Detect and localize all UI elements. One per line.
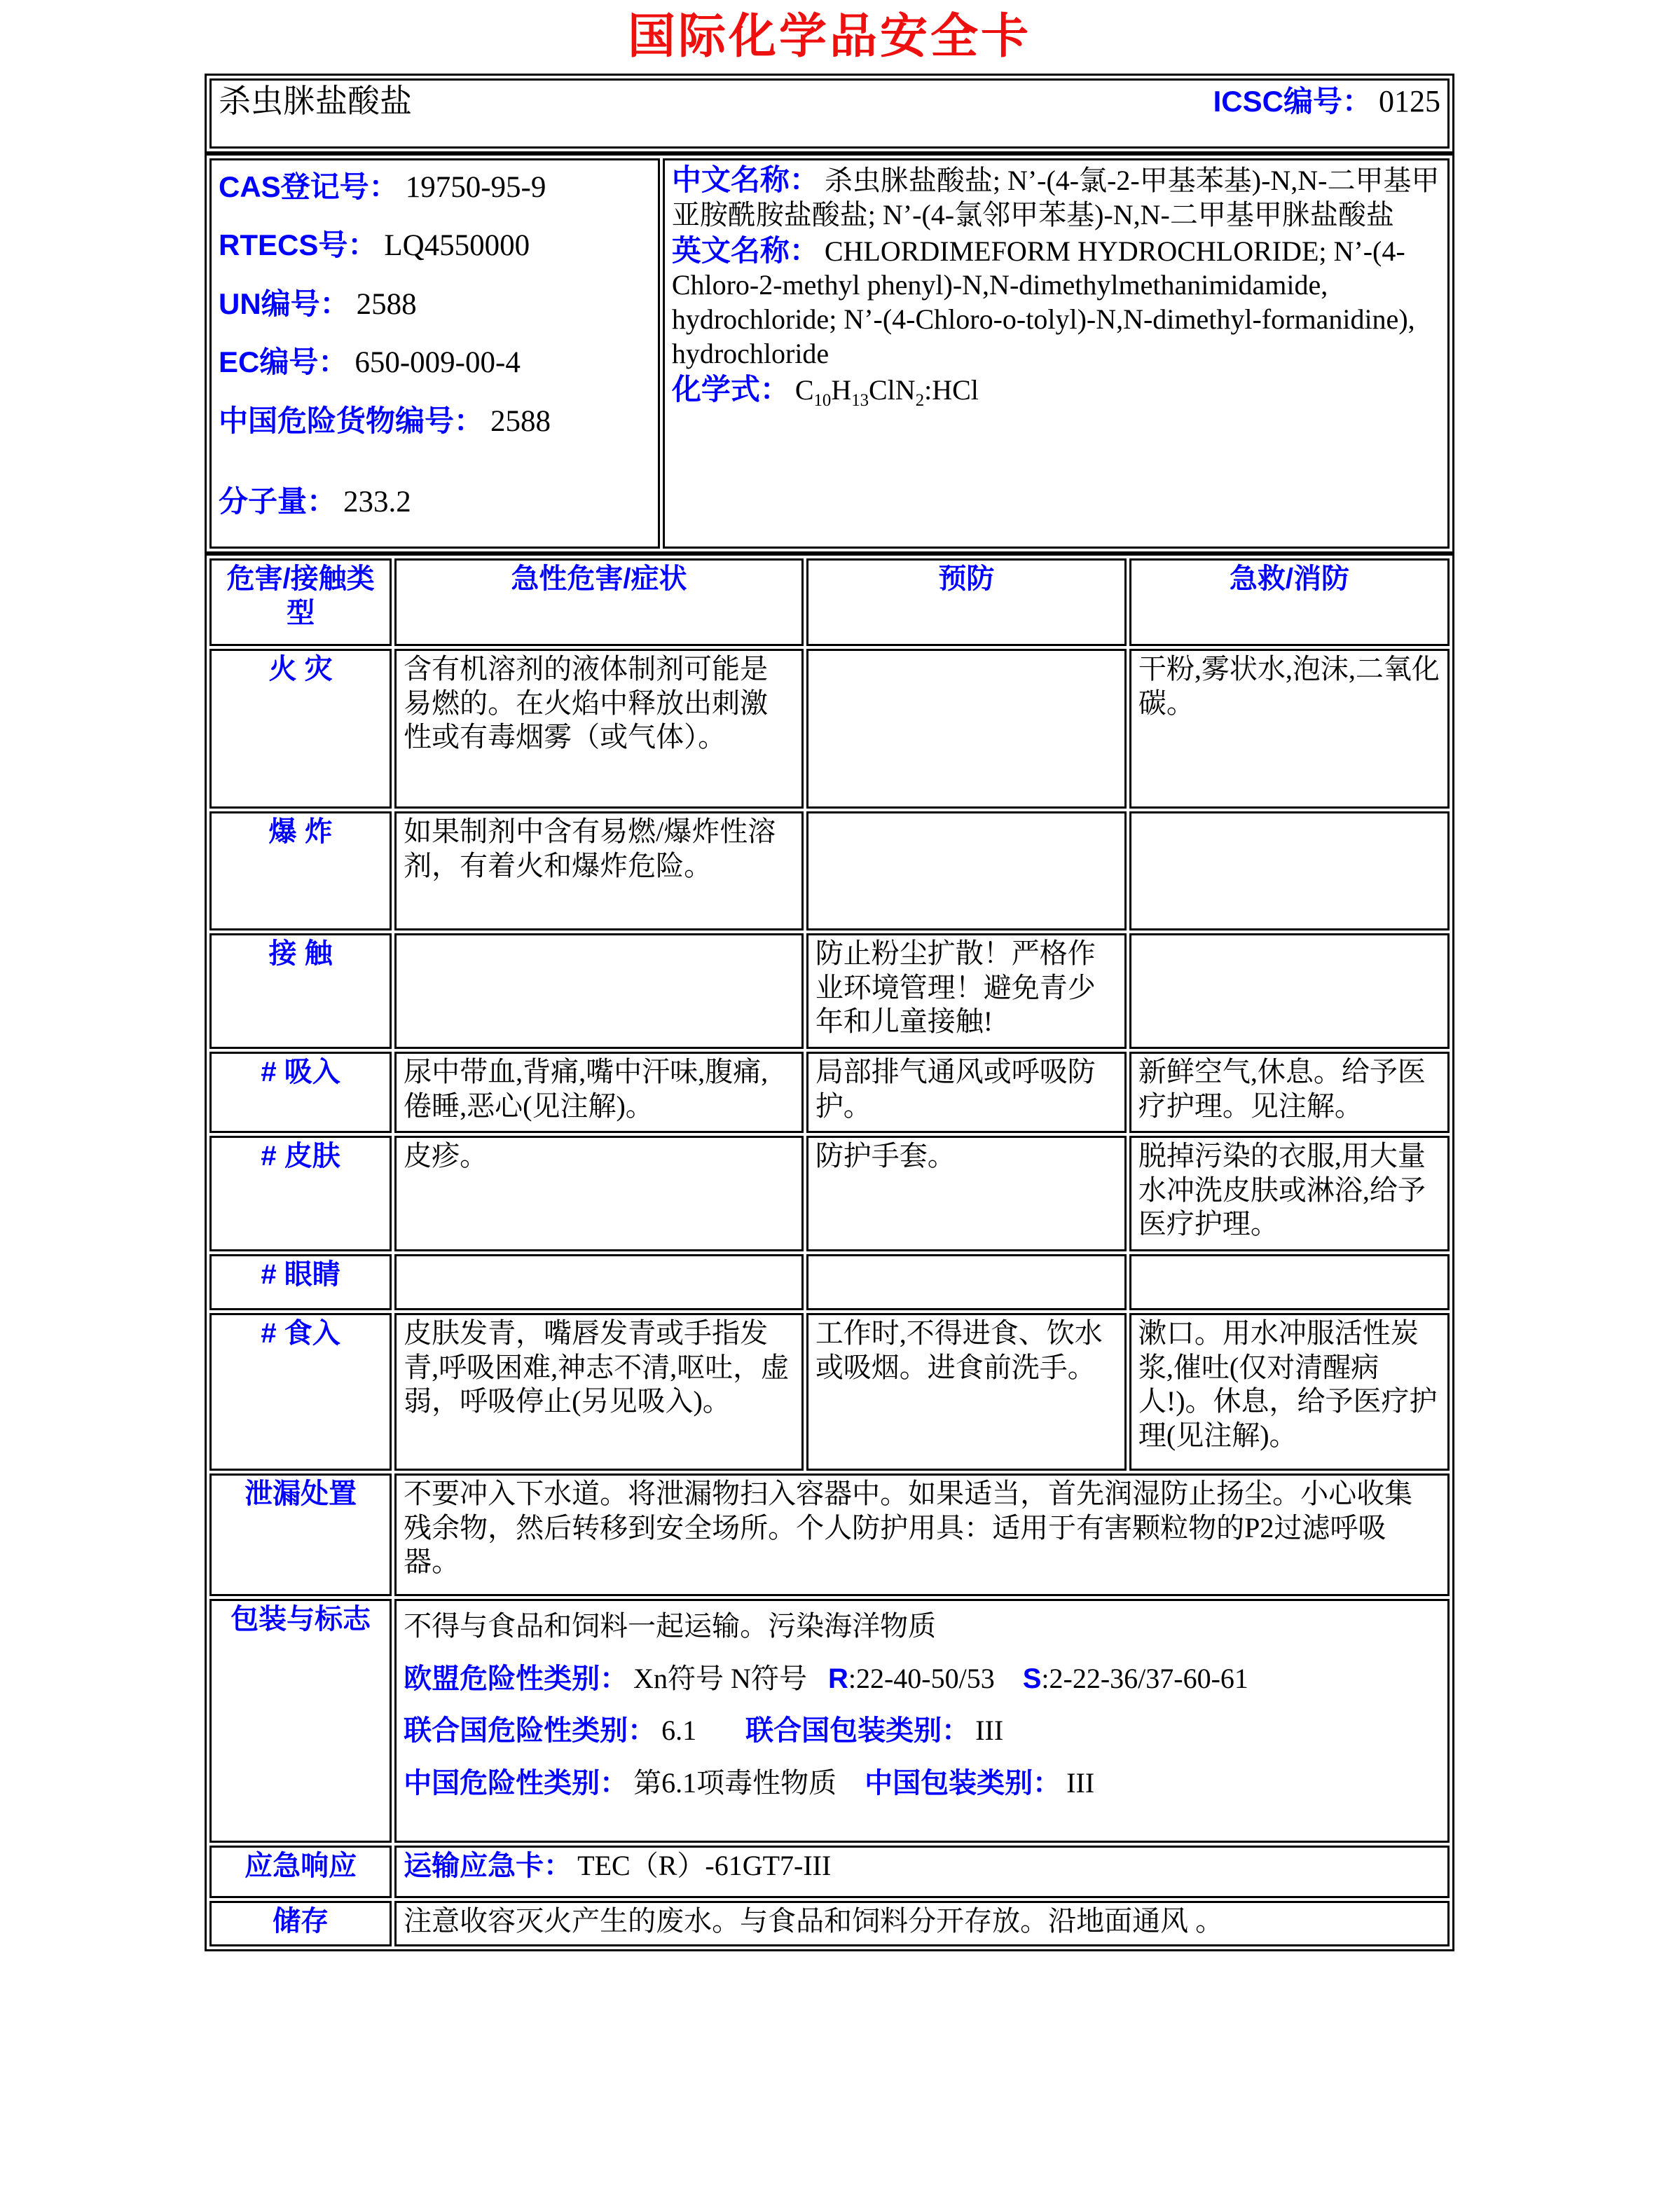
- chemical-formula: $C_{10}H_{13}ClN_2:HCl$: [794, 373, 979, 410]
- un-hazard-class-label: 联合国危险性类别：: [404, 1715, 656, 1747]
- row-label-packaging-labeling: 包装与标志: [209, 1599, 392, 1843]
- cas-number: CAS登记号： 19750-95-9: [219, 170, 546, 204]
- header-symptoms: 急性危害/症状: [394, 558, 804, 646]
- un-number: UN编号： 2588: [219, 287, 417, 321]
- row-label-spill-disposal: 泄漏处置: [209, 1473, 392, 1596]
- spill-disposal-text: 不要冲入下水道。将泄漏物扫入容器中。如果适当，首先润湿防止扬尘。小心收集残余物，然后转移到安全场所。个人防护用具：适用于有害颗粒物的P2过滤呼吸器。: [394, 1473, 1450, 1596]
- packaging-labeling-cell: [394, 1599, 1450, 1843]
- fire-symptoms: 含有机溶剂的液体制剂可能是易燃的。在火焰中释放出刺激性或有毒烟雾（或气体）。: [394, 649, 804, 809]
- r-phrases-value: :22-40-50/53: [848, 1662, 995, 1694]
- s-phrases-value: :2-22-36/37-60-61: [1041, 1662, 1248, 1694]
- fire-firstaid: 干粉,雾状水,泡沫,二氧化碳。: [1129, 649, 1450, 809]
- un-class-line: [404, 1714, 1440, 1748]
- eu-hazard-class-label: 欧盟危险性类别：: [404, 1663, 628, 1694]
- skin-prevention: 防护手套。: [806, 1136, 1127, 1251]
- row-packaging-labeling: [209, 1599, 1450, 1843]
- chemical-name: 杀虫脒盐酸盐: [219, 83, 412, 119]
- china-dangerous-goods-number: 中国危险货物编号： 2588: [219, 404, 551, 438]
- eyes-symptoms: [394, 1254, 804, 1310]
- row-spill-disposal: [209, 1473, 1450, 1596]
- row-label-skin: # 皮肤: [209, 1136, 392, 1251]
- molecular-weight: 分子量： 233.2: [219, 485, 411, 519]
- eyes-prevention: [806, 1254, 1127, 1310]
- china-packing-group-value: III: [1066, 1767, 1095, 1799]
- icsc-number-value: 0125: [1379, 84, 1440, 119]
- un-packing-group-label: 联合国包装类别：: [745, 1715, 970, 1747]
- row-label-explosion: 爆 炸: [209, 811, 392, 930]
- eyes-firstaid: [1129, 1254, 1450, 1310]
- row-skin: [209, 1136, 1450, 1251]
- row-contact: [209, 933, 1450, 1049]
- chemical-names-cell: [663, 158, 1450, 549]
- chemical-formula-line: 化学式： $C_{10}H_{13}ClN_2:HCl$: [671, 372, 979, 410]
- hazard-table: [205, 554, 1454, 1951]
- chinese-name: 中文名称： 杀虫脒盐酸盐; N’-(4-氯-2-甲基苯基)-N,N-二甲基甲亚胺酰胺盐酸盐; N’-(4-氯邻甲苯基)-N,N-二甲基甲脒盐酸盐: [671, 163, 1440, 231]
- skin-symptoms: 皮疹。: [394, 1136, 804, 1251]
- icsc-number: [1213, 83, 1440, 121]
- r-phrases-label: R: [827, 1663, 848, 1694]
- identifier-table: [205, 153, 1454, 554]
- identifier-row: [209, 158, 1450, 549]
- explosion-symptoms: 如果制剂中含有易燃/爆炸性溶剂，有着火和爆炸危险。: [394, 811, 804, 930]
- contact-firstaid: [1129, 933, 1450, 1049]
- transport-emergency-card-label: 运输应急卡：: [404, 1850, 572, 1881]
- inhalation-symptoms: 尿中带血,背痛,嘴中汗味,腹痛,倦睡,恶心(见注解)。: [394, 1052, 804, 1133]
- china-hazard-class-label: 中国危险性类别：: [404, 1768, 628, 1799]
- un-hazard-class-value: 6.1: [661, 1715, 697, 1747]
- row-label-storage: 储存: [209, 1901, 392, 1946]
- contact-prevention: 防止粉尘扩散！严格作业环境管理！避免青少年和儿童接触!: [806, 933, 1127, 1049]
- page-title: 国际化学品安全卡: [627, 10, 1031, 63]
- contact-symptoms: [394, 933, 804, 1049]
- skin-firstaid: 脱掉污染的衣服,用大量水冲洗皮肤或淋浴,给予医疗护理。: [1129, 1136, 1450, 1251]
- row-inhalation: [209, 1052, 1450, 1133]
- row-label-contact: 接 触: [209, 933, 392, 1049]
- ingestion-firstaid: 漱口。用水冲服活性炭浆,催吐(仅对清醒病人!)。休息，给予医疗护理(见注解)。: [1129, 1313, 1450, 1471]
- row-label-fire: 火 灾: [209, 649, 392, 809]
- inhalation-firstaid: 新鲜空气,休息。给予医疗护理。见注解。: [1129, 1052, 1450, 1133]
- eu-hazard-class-line: [404, 1662, 1440, 1696]
- inhalation-prevention: 局部排气通风或呼吸防护。: [806, 1052, 1127, 1133]
- ingestion-prevention: 工作时,不得进食、饮水或吸烟。进食前洗手。: [806, 1313, 1127, 1471]
- ec-number: EC编号： 650-009-00-4: [219, 345, 521, 380]
- english-name: 英文名称： CHLORDIMEFORM HYDROCHLORIDE; N’-(4-Chloro-2-methyl phenyl)-N,N-dimethylmethanimidamide, hydrochloride; N’-(4-Chloro-o-tolyl)-N,N-dimethyl-formanidine), hydrochloride: [671, 233, 1415, 369]
- icsc-card-page: [205, 0, 1454, 1951]
- fire-prevention: [806, 649, 1127, 809]
- ingestion-symptoms: 皮肤发青，嘴唇发青或手指发青,呼吸困难,神志不清,呕吐，虚弱，呼吸停止(另见吸入)。: [394, 1313, 804, 1471]
- header-prevention: 预防: [806, 558, 1127, 646]
- china-class-line: [404, 1766, 1440, 1801]
- explosion-firstaid: [1129, 811, 1450, 930]
- name-table: [205, 74, 1454, 153]
- header-hazard-type: 危害/接触类型: [209, 558, 392, 646]
- row-label-inhalation: # 吸入: [209, 1052, 392, 1133]
- china-hazard-class-value: 第6.1项毒性物质: [633, 1767, 837, 1799]
- row-emergency-response: [209, 1846, 1450, 1898]
- name-cell: [209, 78, 1450, 149]
- china-packing-group-label: 中国包装类别：: [865, 1768, 1061, 1799]
- row-fire: [209, 649, 1450, 809]
- explosion-prevention: [806, 811, 1127, 930]
- emergency-response-cell: [394, 1846, 1450, 1898]
- row-label-ingestion: # 食入: [209, 1313, 392, 1471]
- row-explosion: [209, 811, 1450, 930]
- row-label-emergency-response: 应急响应: [209, 1846, 392, 1898]
- row-ingestion: [209, 1313, 1450, 1471]
- hazard-header-row: [209, 558, 1450, 646]
- rtecs-number: RTECS号： LQ4550000: [219, 228, 530, 263]
- s-phrases-label: S: [1022, 1663, 1042, 1694]
- transport-emergency-card-value: TEC（R）-61GT7-III: [577, 1849, 832, 1881]
- header-firstaid: 急救/消防: [1129, 558, 1450, 646]
- icsc-number-label: ICSC编号：: [1213, 85, 1372, 118]
- packaging-transport-note: 不得与食品和饲料一起运输。污染海洋物质: [404, 1609, 937, 1642]
- storage-text: 注意收容灭火产生的废水。与食品和饲料分开存放。沿地面通风 。: [394, 1901, 1450, 1946]
- row-label-eyes: # 眼睛: [209, 1254, 392, 1310]
- name-row: [209, 78, 1450, 149]
- row-storage: [209, 1901, 1450, 1946]
- un-packing-group-value: III: [975, 1715, 1004, 1747]
- registry-numbers-cell: [209, 158, 660, 549]
- eu-hazard-symbols: Xn符号 N符号: [633, 1662, 807, 1694]
- row-eyes: [209, 1254, 1450, 1310]
